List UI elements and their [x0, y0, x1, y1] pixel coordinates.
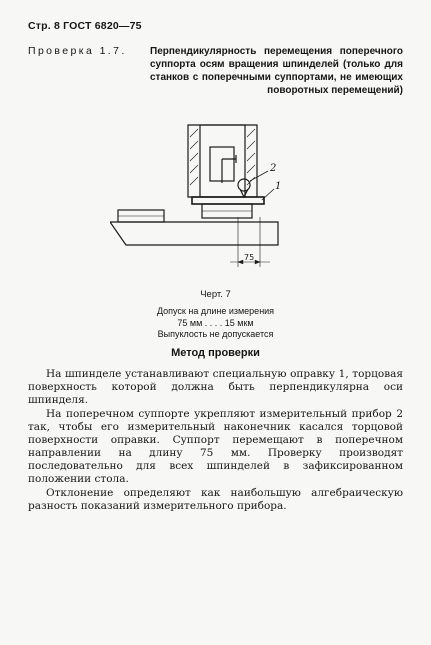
check-number: 1.7.	[99, 45, 127, 57]
tolerance-line-1: Допуск на длине измерения	[156, 306, 275, 316]
check-label-word: Проверка	[28, 45, 95, 57]
tolerance-line-3: Выпуклость не допускается	[157, 329, 274, 339]
method-heading: Метод проверки	[171, 347, 260, 359]
dimension-label: 75	[244, 253, 255, 262]
check-label	[28, 45, 127, 58]
method-paragraph: На шпинделе устанавливают специальную оправку 1, торцовая поверхность которой должна быть перпендикулярна оси шпинделя.	[28, 368, 403, 406]
check-title: Перпендикулярность перемещения поперечного суппорта осям вращения шпинделей (только для станков с поперечными суппортами, не имеющих поворотных перемещений)	[150, 46, 403, 96]
method-paragraph: Отклонение определяют как наибольшую алгебраическую разность показаний измерительного прибора.	[28, 487, 403, 512]
mandrel-face	[192, 197, 264, 204]
method-body	[28, 368, 403, 513]
machine-bed	[110, 222, 278, 245]
callout-leader-2	[250, 171, 268, 181]
tolerance-line-2: 75 мм . . . . 15 мкм	[177, 317, 254, 328]
method-paragraph: На поперечном суппорте укрепляют измерительный прибор 2 так, чтобы его измерительный наконечник касался торцовой поверхности оправки. Суппорт перемещают в поперечном направлении на длину 75 мм. Проверку производят последовательно для всех шпинделей в зафиксированном положении стола.	[28, 408, 403, 485]
callout-leader-1	[262, 189, 274, 200]
drawing-svg	[110, 117, 310, 277]
figure-caption: Черт. 7	[200, 289, 231, 300]
callout-2: 2	[270, 163, 277, 174]
tolerance-block	[0, 306, 431, 341]
indicator-tip	[240, 189, 248, 197]
technical-drawing	[110, 117, 310, 277]
page-header: Стр. 8 ГОСТ 6820—75	[28, 20, 142, 32]
callout-1: 1	[275, 181, 282, 192]
